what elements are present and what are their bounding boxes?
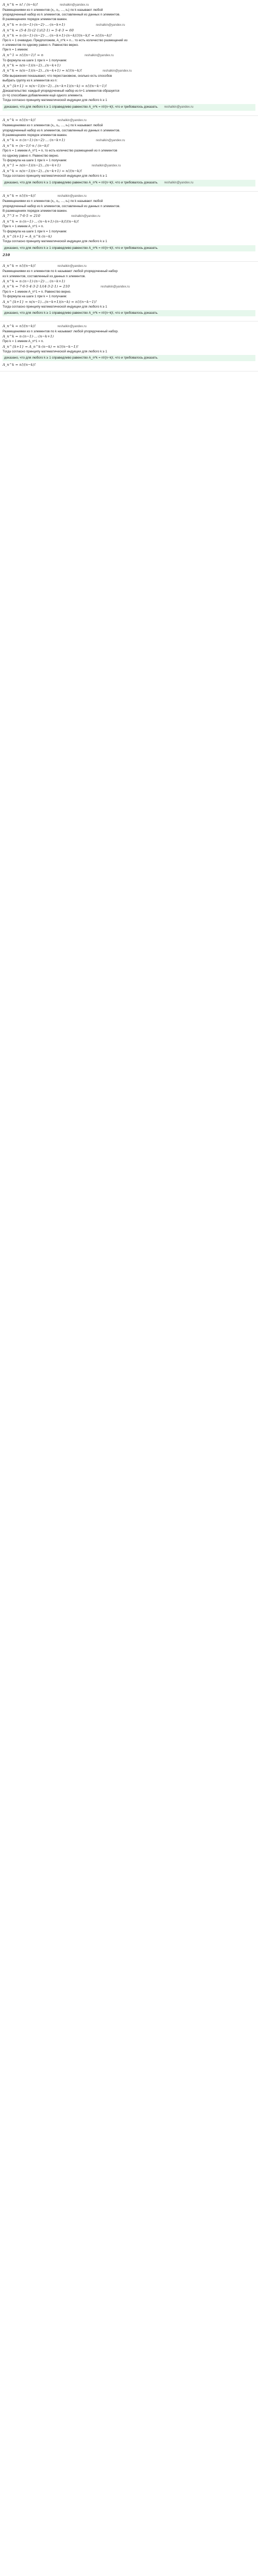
section-2 [0,116,258,192]
proof-conclusion: доказано, что для любого k ≥ 1 справедливо равенство A_n^k = n!/(n−k)!, что и требовалось доказать. reshalkin@yandex.ru [3,104,255,111]
proof-conclusion: доказано, что для любого k ≥ 1 справедливо равенство A_n^k = n!/(n−k)!, что и требовалось доказать. [3,355,255,361]
formula-line: A_n^{k+1} = n(n−1)...(n−k+1)(n−k) = n!/(n−k−1)! [3,299,97,304]
formula-line: A_n^k = n·(n−1)·(n−2)·...·(n−k+1) reshalkin@yandex.ru [3,138,125,143]
text-line: То формула на шаге 1 при k = 1 получаем: [3,159,67,163]
formula-line: A_n^k = n(n−1)(n−2)...(n−k+1) [3,63,61,67]
proof-conclusion: доказано, что для любого k ≥ 1 справедливо равенство A_n^k = n!/(n−k)!, что и требовалось доказать. [3,310,255,316]
section-1 [0,0,258,116]
formula-line: A_n^{k+1} = A_n^k·(n−k) [3,234,52,239]
text-line: При k = 1 имеем A_n^1 = n. [3,225,44,229]
formula-line: A_n^{k+1} = A_n^k·(n−k) = n!/(n−k−1)! [3,344,78,349]
formula-line: A_7^3 = 7·6·5 = 210 reshalkin@yandex.ru [3,214,101,218]
text-line: Про k = 1 очевидно. Предположим, A_n^k = n... то есть количество размещений из [3,38,127,42]
formula-line: A_n^k = n(n−1)(n−2)...(n−k+1) = n!/(n−k)! [3,169,82,174]
text-line: Обе выражения показывают, что перестановкою, сколько есть способов [3,74,112,78]
text-line: упорядоченный набор из k элементов, составленный из данных n элементов. [3,128,120,132]
text-line: Размещениями из n элементов по k называют любой упорядоченный набор. [3,329,119,333]
text-line: Про k = 1 имеем A_n^1 = n. Равенство верно. [3,290,71,294]
final-formula: A_n^k = n!/(n−k)! [3,363,36,367]
formula-line: A_n^{k+1} = n(n−1)(n−2)...(n−k+1)(n−k) = n!/(n−k−1)! [3,83,107,88]
text-line: Размещениями из n элементов по k называют любой упорядоченный набор [3,269,118,274]
proof-conclusion: доказано, что для любого k ≥ 1 справедливо равенство A_n^k = n!/(n−k)!, что и требовалось доказать. [3,245,255,251]
text-line: В размещениях порядок элементов важен. [3,18,68,22]
text-line: При k = 1 имеем: [3,48,28,52]
formula-line: A_n^k = n·(n−1)·...·(n−k+1)·(n−k)!/(n−k)! [3,219,79,224]
text-line: Размещениями из n элементов (x₁, x₂, ..., xₙ) по k называют любой [3,199,103,204]
text-line: То формула на шаге 1 при k = 1 получаем: [3,295,67,299]
text-line: (n−k) способами добавлением ещё одного элемента. [3,94,83,98]
formula-head: A_n^k = n!/(n−k)! reshalkin@yandex.ru [3,324,87,328]
formula-head: A_n^k = n!/(n−k)! reshalkin@yandex.ru [3,118,87,123]
text-line: Размещениями из n элементов (x₁, x₂, ..., xₙ) по k называют любой [3,124,103,128]
section-4 [0,262,258,322]
induction-step: Тогда согласно принципу математической индукции для любого k ≥ 1 [3,349,107,353]
text-line: n элементов по одному равно n. Равенство верно. [3,43,79,47]
formula-head: A_n^k = n! / (n−k)! reshalkin@yandex.ru [3,2,89,7]
formula-line: A_n^k = n·(n−1)·(n−2)·...·(n−k+1) reshalkin@yandex.ru [3,22,125,27]
induction-step: Тогда согласно принципу математической индукции для любого k ≥ 1 [3,174,107,178]
formula-line: A_n^k = n·(n−1)·...·(n−k+1) [3,334,54,339]
watermark: reshalkin@yandex.ru [59,3,89,7]
text-line: В размещениях порядок элементов важен. [3,133,68,137]
final-answer: 210 [3,252,10,257]
section-5 [0,321,258,371]
formula-line: A_n^k = 7·6·5·4·3·2·1/(4·3·2·1) = 210 reshalkin@yandex.ru [3,284,130,289]
formula-head: A_n^k = n!/(n−k)! reshalkin@yandex.ru [3,194,87,198]
text-line: Размещениями из n элементов (x₁, x₂, ..., xₙ) по k называют любой [3,8,103,12]
induction-step: Тогда согласно принципу математической индукции для любого k ≥ 1 [3,98,107,103]
text-line: упорядоченный набор из k элементов, составленный из данных n элементов. [3,204,120,208]
text-line: Доказательство: каждый упорядоченный набор из k+1 элементов образуется [3,89,120,93]
section-3 [0,192,258,262]
induction-step: Тогда согласно принципу математической индукции для любого k ≥ 1 [3,240,107,243]
text-line: То формула на шаге 1 при k = 1 получаем: [3,58,67,62]
formula-line: A_n^k = n·(n−1)·(n−2)·...·(n−k+1) [3,279,65,283]
formula-line: A_n^k = (n−1)!·n / (n−k)! [3,144,50,148]
formula-line: A_n^1 = n(n−1)(n−2)...(n−k+1) reshalkin@yandex.ru [3,163,121,168]
formula-line: A_n^k = n(n−1)(n−2)...(n−k+1) = n!/(n−k)! reshalkin@yandex.ru [3,68,132,73]
proof-conclusion: доказано, что для любого k ≥ 1 справедливо равенство A_n^k = n!/(n−k)!, что и требовалось доказать. reshalkin@yandex.ru [3,180,255,187]
text-line: из k элементов, составленный из данных n элементов. [3,274,86,278]
text-line: по одному равно n. Равенство верно. [3,154,59,158]
text-line: То формула на шаге 1 при k = 1 получаем: [3,229,67,233]
formula-line: A_n^1 = n!/(n−1)! = n reshalkin@yandex.ru [3,53,114,57]
text-line: Про k = 1 имеем A_n^1 = n, то есть количество размещений из n элементов [3,149,118,153]
induction-step: Тогда согласно принципу математической индукции для любого k ≥ 1 [3,304,107,309]
text-line: упорядоченный набор из k элементов, составленный из данных n элементов. [3,12,120,16]
text-line: выбрать группу из k элементов из n: [3,79,58,83]
text-line: В размещениях порядок элементов важен. [3,209,68,213]
formula-line: A_n^k = (5·4·3)·(2·1)/(2·1) = 5·4·3 = 60 [3,28,74,32]
formula-head: A_n^k = n!/(n−k)! reshalkin@yandex.ru [3,264,87,268]
text-line: Про k = 1 имеем A_n^1 = n. [3,340,44,344]
formula-line: A_n^k = n·(n−1)·(n−2)·...·(n−k+1)·(n−k)!/(n−k)! = n!/(n−k)! [3,33,112,38]
